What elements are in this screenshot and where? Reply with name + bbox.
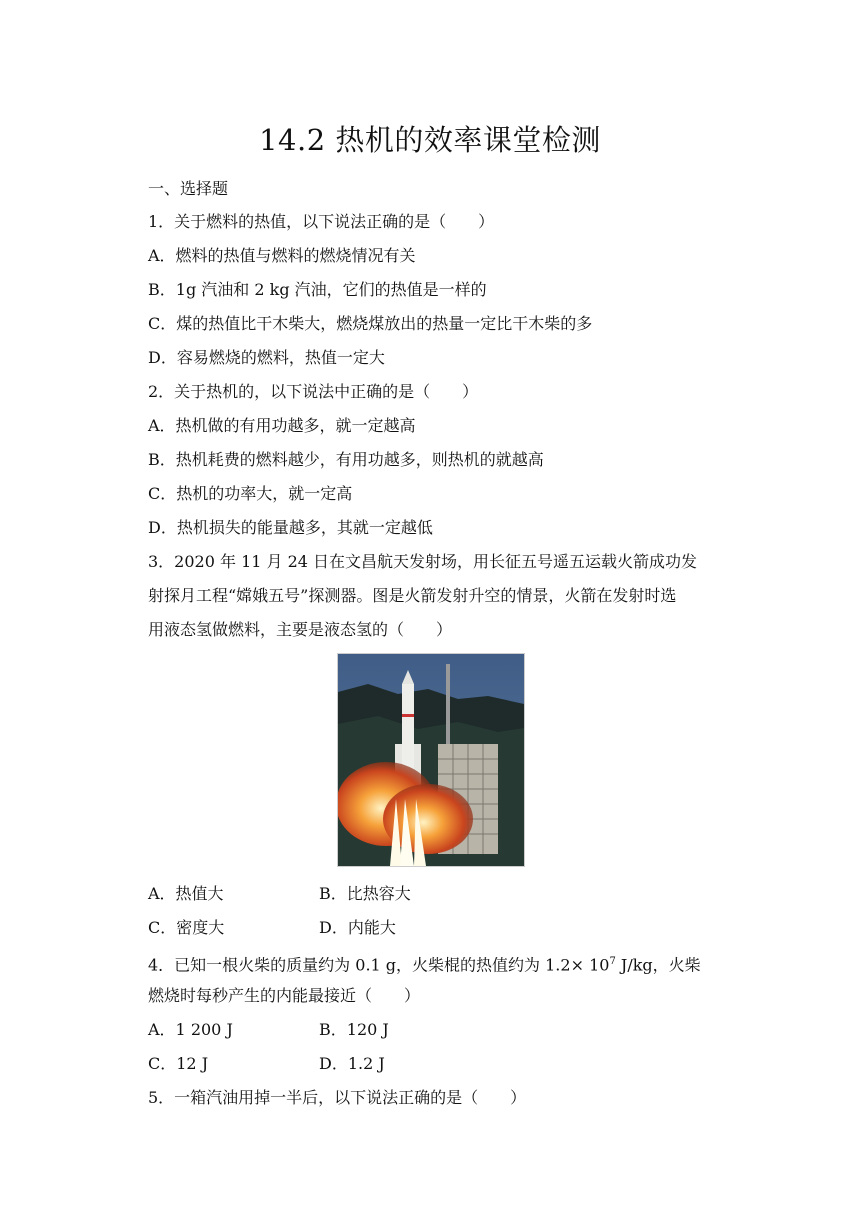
q3-option-c: C．密度大	[148, 918, 225, 937]
q3-options-row-2	[148, 911, 728, 945]
q1-option-a: A．燃料的热值与燃料的燃烧情况有关	[148, 246, 416, 265]
q2-option-b: B．热机耗费的燃料越少，有用功越多，则热机的就越高	[148, 450, 544, 469]
page-title: 14.2 热机的效率课堂检测	[259, 123, 601, 157]
q3-option-a: A．热值大	[148, 884, 224, 903]
q2-option-c: C．热机的功率大，就一定高	[148, 484, 353, 503]
question-3-stem-line-1: 3．2020 年 11 月 24 日在文昌航天发射场，用长征五号遥五运载火箭成功发	[148, 552, 698, 571]
q4-option-c: C．12 J	[148, 1054, 209, 1073]
q4-stem-pre: 4．已知一根火柴的质量约为 0.1 g，火柴棍的热值约为 1.2× 10	[148, 955, 610, 975]
q4-options-row-1	[148, 1013, 728, 1047]
content	[148, 175, 728, 1115]
q4-stem-post: J/kg，火柴	[615, 955, 701, 975]
question-3-stem-line-2: 射探月工程“嫦娥五号”探测器。图是火箭发射升空的情景，火箭在发射时选	[148, 586, 677, 605]
question-1-stem: 1．关于燃料的热值，以下说法正确的是（ ）	[148, 212, 495, 231]
question-2-stem: 2．关于热机的，以下说法中正确的是（ ）	[148, 382, 479, 401]
q4-option-b: B．120 J	[319, 1020, 389, 1039]
rocket-launch-photo	[337, 653, 525, 867]
q1-option-c: C．煤的热值比干木柴大，燃烧煤放出的热量一定比干木柴的多	[148, 314, 593, 333]
q4-exponent: 7	[609, 956, 616, 967]
question-3-stem-line-3: 用液态氢做燃料，主要是液态氢的（ ）	[148, 620, 453, 639]
q3-options-row-1	[148, 877, 728, 911]
q4-option-d: D．1.2 J	[319, 1054, 385, 1073]
question-5-stem: 5．一箱汽油用掉一半后，以下说法正确的是（ ）	[148, 1088, 527, 1107]
q1-option-d: D．容易燃烧的燃料，热值一定大	[148, 348, 385, 367]
q4-options-row-2	[148, 1047, 728, 1081]
q3-option-d: D．内能大	[319, 918, 396, 937]
q1-option-b: B．1g 汽油和 2 kg 汽油，它们的热值是一样的	[148, 280, 487, 299]
q4-option-a: A．1 200 J	[148, 1020, 233, 1039]
question-4-stem-line-2: 燃烧时每秒产生的内能最接近（ ）	[148, 986, 421, 1005]
q2-option-d: D．热机损失的能量越多，其就一定越低	[148, 518, 433, 537]
section-heading: 一、选择题	[148, 179, 229, 198]
question-4-stem-line-1	[148, 945, 728, 979]
q2-option-a: A．热机做的有用功越多，就一定越高	[148, 416, 416, 435]
q3-option-b: B．比热容大	[319, 884, 411, 903]
